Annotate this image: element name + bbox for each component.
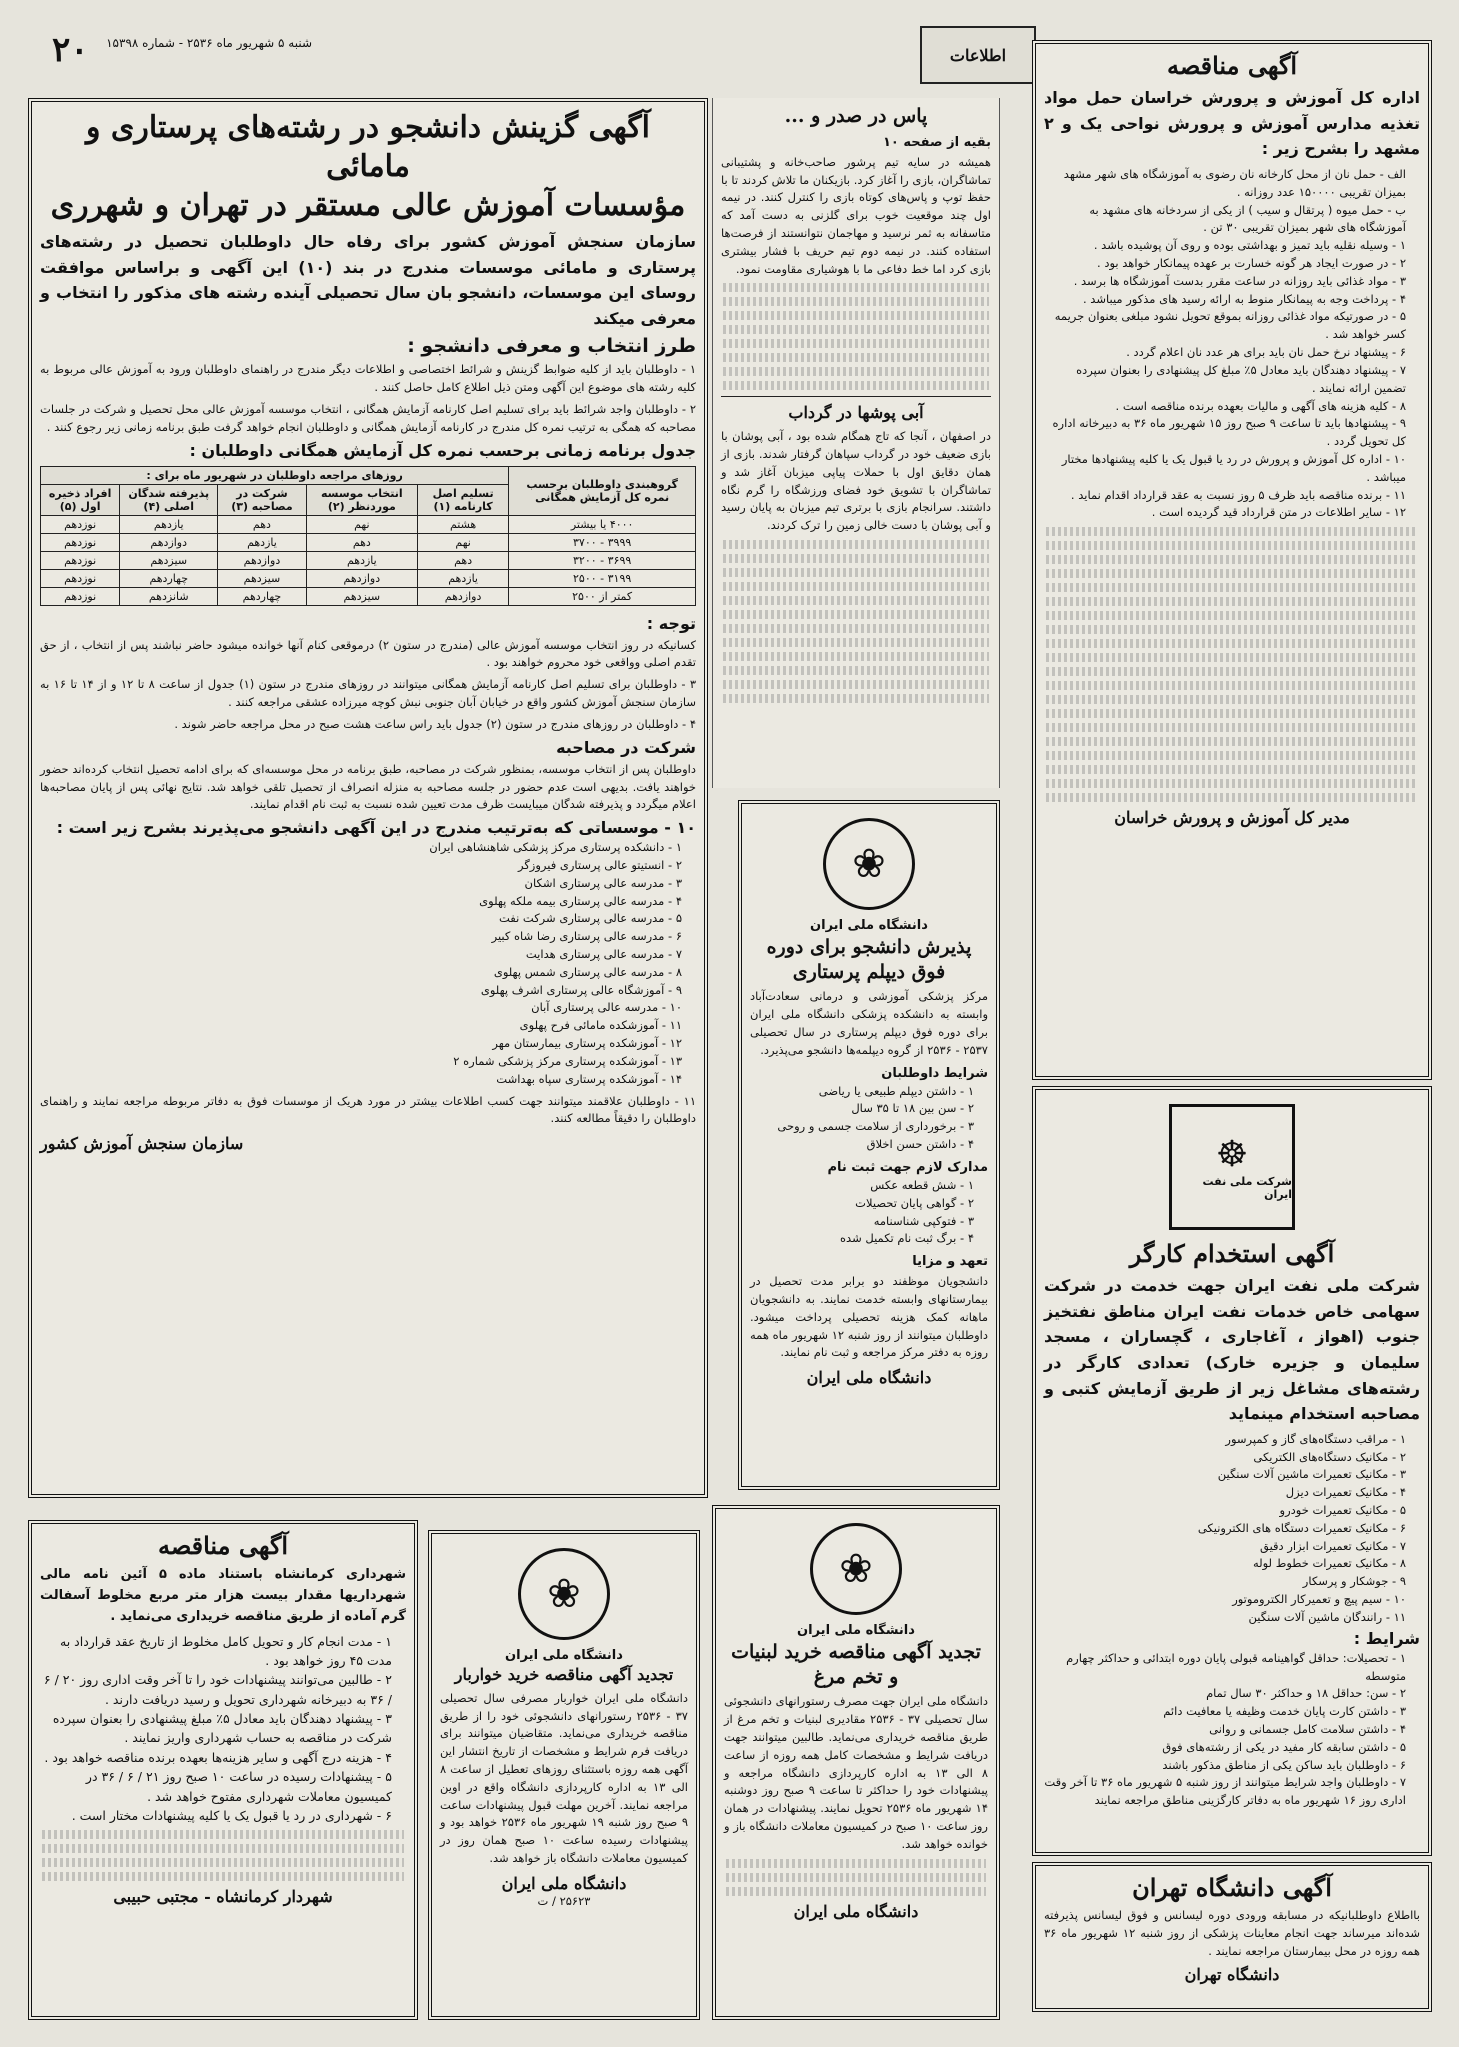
table-cell: یازدهم: [417, 569, 508, 587]
tender-bottom-signature: شهردار کرمانشاه - مجتبی حبیبی: [113, 1887, 333, 1907]
table-header: پذیرفته شدگان اصلی (۴): [120, 484, 218, 515]
table-cell: سیزدهم: [218, 569, 307, 587]
table-row: [41, 533, 696, 551]
note-item: کسانیکه در روز انتخاب موسسه آموزش عالی (مندرج در ستون ۲) درموقعی کنام آنها خوانده میشود حاضر نباشند پس از انتخاب ، از حق تقدم اصلی وواقعی خود محروم خواهند بود .: [40, 637, 696, 670]
postgrad-section-1: شرایط داوطلبان: [881, 1065, 988, 1081]
table-cell: نهم: [417, 533, 508, 551]
list-item: ۸ - کلیه هزینه های آگهی و مالیات بعهده برنده مناقصه است .: [1115, 398, 1406, 413]
tender-bottom-title: آگهی مناقصه: [157, 1531, 289, 1560]
list-item: ۵ - در صورتیکه مواد غذائی روزانه بموقع تحویل نشود مبلغی بعنوان جریمه کسر خواهد شد .: [1054, 309, 1406, 342]
postgrad-conditions: [750, 1083, 988, 1154]
list-item: ۶ - شهرداری در رد یا قبول یک یا کلیه پیشنهادات مختار است .: [71, 1807, 392, 1823]
university-logo-icon: ❀: [810, 1523, 902, 1615]
tehran-title: آگهی دانشگاه تهران: [1132, 1873, 1332, 1902]
page-header: [52, 30, 312, 78]
list-item: ۱ - دانشکده پرستاری مرکز پزشکی شاهنشاهی ایران: [429, 840, 682, 855]
oil-jobs-list: [1044, 1431, 1420, 1627]
masthead-logo: اطلاعات: [920, 26, 1036, 84]
sports-article: [712, 98, 1000, 788]
rule-1: ۱ - داوطلبان باید از کلیه ضوابط گزینش و شرائط اختصاصی و اطلاعات دیگر مندرج در راهنمای داوطلبان ورود به آموزش عالی مربوط به کلیه رشته های موضوع این آگهی ومتن ذیل اطلاع کامل حاصل کنند .: [40, 362, 696, 395]
list-item: ۷ - پیشنهاد دهندگان باید معادل ۵٪ مبلغ کل پیشنهادی را بعنوان سپرده تضمین ارائه نمایند .: [1076, 362, 1406, 395]
list-item: ۱۴ - آموزشکده پرستاری سپاه بهداشت: [496, 1071, 682, 1086]
note-item: ۴ - داوطلبان در روزهای مندرج در ستون (۲) جدول باید راس ساعت هشت صبح در محل مراجعه حاضر شوند .: [174, 716, 696, 731]
table-cell: دوازدهم: [120, 533, 218, 551]
list-item: ۲ - گواهی پایان تحصیلات: [855, 1195, 974, 1210]
postgrad-section-2: مدارک لازم جهت ثبت نام: [827, 1159, 988, 1175]
logo-caption: دانشگاه ملی ایران: [505, 1648, 623, 1663]
dairy-tender-body: دانشگاه ملی ایران جهت مصرف رستورانهای دانشجوئی سال تحصیلی ۳۷ - ۲۵۳۶ مقادیری لبنیات و تخم مرغ از طریق مناقصه خریداری می‌نماید. طالبین میتوانند جهت دریافت شرایط و مشخصات کامل همه روزه از ساعت ۸ الی ۱۳ به اداره کارپردازی دانشگاه مراجعه و پیشنهادات خود را حداکثر تا ساعت ۹ صبح روز دوشنبه ۱۴ شهریور ماه ۲۵۳۶ تحویل نمایند. پیشنهادات در همان روز ساعت ۱۰ صبح در کمیسیون معاملات دانشگاه باز و خوانده خواهد شد.: [724, 1694, 989, 1851]
list-item: ۱۲ - سایر اطلاعات در متن قرارداد قید گردیده است .: [1151, 505, 1406, 520]
khorasan-tender-ad: [1032, 40, 1432, 1080]
table-cell: هشتم: [417, 515, 508, 533]
tehran-body: بااطلاع داوطلبانیکه در مسابقه ورودی دوره لیسانس و فوق لیسانس پذیرفته شده‌اند میرساند جهت انجام معاینات پزشکی از روز شنبه ۱۲ شهریور ماه ۳۶ همه روزه در محل بیمارستان مراجعه نمایند .: [1044, 1908, 1420, 1958]
selection-section-title: طرز انتخاب و معرفی دانشجو :: [407, 335, 696, 358]
list-item: ۴ - برگ ثبت نام تکمیل شده: [840, 1231, 974, 1246]
postgrad-nursing-ad: [738, 800, 1000, 1490]
table-row: [41, 515, 696, 533]
list-item: ۱ - شش قطعه عکس: [870, 1177, 974, 1192]
table-row: [41, 551, 696, 569]
list-item: ۲ - سن: حداقل ۱۸ و حداکثر ۳۰ سال تمام: [1206, 1686, 1406, 1701]
list-item: ۱ - تحصیلات: حداقل گواهینامه قبولی پایان دوره ابتدائی و حداکثر چهارم متوسطه: [1066, 1650, 1406, 1683]
dairy-tender-signature: دانشگاه ملی ایران: [793, 1901, 919, 1921]
table-header: شرکت در مصاحبه (۳): [218, 484, 307, 515]
table-cell: ۳۹۹۹ - ۳۷۰۰: [509, 533, 696, 551]
table-row: [41, 569, 696, 587]
list-item: ۲ - در صورت ایجاد هر گونه خسارت بر عهده پیمانکار خواهد بود .: [1097, 256, 1406, 271]
postgrad-title: پذیرش دانشجو برای دوره فوق دیپلم پرستاری: [766, 936, 972, 983]
rule-2: ۲ - داوطلبان واجد شرائط باید برای تسلیم اصل کارنامه آزمایش همگانی ، انتخاب موسسه آموزش عالی محل تحصیل و شرکت در جلسات مصاحبه که همگی به ترتیب نمره کل مندرج در کارنامه آزمایش همگانی و داوطلبان انجام خواهد گرفت طبق برنامه زمانی زیر رجوع کنند .: [40, 402, 696, 434]
list-item: ۵ - داشتن سابقه کار مفید در یکی از رشته‌های فوق: [1162, 1739, 1406, 1754]
list-item: ۳ - برخورداری از سلامت جسمی و روحی: [777, 1119, 974, 1134]
date-line: شنبه ۵ شهریور ماه ۲۵۳۶ - شماره ۱۵۳۹۸: [106, 36, 312, 50]
list-item: ۱ - وسیله نقلیه باید تمیز و بهداشتی بوده و روی آن پوشیده باشد .: [1093, 238, 1406, 253]
list-item: ۱۳ - آموزشکده پرستاری مرکز پزشکی شماره ۲: [453, 1053, 682, 1068]
page-number: ۲۰: [52, 30, 89, 70]
oil-intro: شرکت ملی نفت ایران جهت خدمت در شرکت سهامی خاص خدمات نفت ایران مناطق نفتخیز جنوب (اهواز ، آغاجاری ، گچساران ، مسجد سلیمان و جزیره خارک) تعدادی کارگر در رشته‌های مشاغل زیر از طریق آزمایش کتبی و مصاحبه استخدام مینماید: [1044, 1276, 1420, 1424]
list-item: ۲ - انستیتو عالی پرستاری فیروزگر: [517, 857, 682, 872]
table-cell: چهاردهم: [218, 587, 307, 605]
list-item: ۶ - پیشنهاد نرخ حمل نان باید برای هر عدد نان اعلام گردد .: [1126, 345, 1406, 360]
tender-bottom-items: [40, 1632, 406, 1826]
nursing-admission-ad: [28, 98, 708, 1498]
list-item: ۱ - داشتن دیپلم طبیعی یا ریاضی: [818, 1083, 974, 1098]
list-item: ۴ - مکانیک تعمیرات دیزل: [1285, 1485, 1406, 1500]
table-header: تسلیم اصل کارنامه (۱): [417, 484, 508, 515]
table-header: گروهبندی داوطلبان برحسب نمره کل آزمایش همگانی: [509, 466, 696, 515]
table-cell: شانزدهم: [120, 587, 218, 605]
nursing-intro: سازمان سنجش آموزش کشور برای رفاه حال داوطلبان تحصیل در رشته‌های پرستاری و مامائی موسسات مندرج در بند (۱۰) این آگهی و براساس موافقت روسای این موسسات، دانشجو بان سال تحصیلی آینده رشته های مذکور را انتخاب و معرفی میکند: [40, 232, 697, 328]
table-cell: کمتر از ۲۵۰۰: [509, 587, 696, 605]
table-cell: دوازدهم: [417, 587, 508, 605]
food-tender-ad: [428, 1530, 700, 2020]
table-cell: نوزدهم: [41, 551, 120, 569]
oil-conditions-list: [1044, 1650, 1420, 1810]
list-item: ۲ - مکانیک دستگاه‌های الکتریکی: [1253, 1449, 1406, 1464]
food-tender-code: ۲۵۶۲۳ / ت: [537, 1893, 591, 1908]
list-item: ۱۲ - آموزشکده پرستاری بیمارستان مهر: [492, 1036, 682, 1051]
list-item: ۶ - داوطلبان باید ساکن یکی از مناطق مذکور باشند: [1162, 1757, 1406, 1772]
article-section-title: آبی پوشها در گرداب: [788, 403, 924, 423]
oil-conditions-title: شرایط :: [1353, 1628, 1420, 1648]
postgrad-intro: مرکز پزشکی آموزشی و درمانی سعادت‌آباد وابسته به دانشکده پزشکی دانشگاه ملی ایران برای دوره فوق دیپلم پرستاری در سال تحصیلی ۲۵۳۷ - ۲۵۳۶ از گروه دیپلمه‌ها دانشجو می‌پذیرد.: [750, 989, 988, 1057]
list-item: ۹ - آموزشگاه عالی پرستاری اشرف پهلوی: [480, 982, 682, 997]
tender-top-signature: مدیر کل آموزش و پرورش خراسان: [1114, 808, 1350, 828]
food-tender-title: تجدید آگهی مناقصه خرید خواربار: [454, 1665, 674, 1684]
table-cell: ۴۰۰۰ یا بیشتر: [509, 515, 696, 533]
list-item: ۳ - پیشنهاد دهندگان باید معادل ۵٪ مبلغ پیشنهادی را بعنوان سپرده شرکت در مناقصه به حساب شهرداری واریز نمایند .: [52, 1711, 392, 1746]
table-cell: دهم: [306, 533, 417, 551]
table-cell: یازدهم: [120, 515, 218, 533]
institutions-title: ۱۰ - موسساتی که به‌ترتیب مندرج در این آگهی دانشجو می‌پذیرند بشرح زیر است :: [56, 818, 696, 838]
tender-top-title: آگهی مناقصه: [1166, 51, 1298, 80]
list-item: ۱۰ - اداره کل آموزش و پرورش در رد یا قبول یک یا کلیه پیشنهادها مختار میباشد .: [1061, 451, 1406, 484]
food-tender-signature: دانشگاه ملی ایران: [501, 1873, 627, 1893]
list-item: ۸ - مکانیک تعمیرات خطوط لوله: [1252, 1556, 1406, 1571]
closing-note: ۱۱ - داوطلبان علاقمند میتوانند جهت کسب اطلاعات بیشتر در مورد هریک از موسسات فوق به دفاتر مربوطه مراجعه نمایند و راهنمای داوطلبان را دقیقاً مطالعه کنند.: [40, 1093, 696, 1126]
table-caption: روزهای مراجعه داوطلبان در شهریور ماه برای :: [41, 466, 509, 484]
list-item: ۲ - سن بین ۱۸ تا ۳۵ سال: [851, 1101, 974, 1116]
table-cell: یازدهم: [218, 533, 307, 551]
list-item: ۲ - طالبین می‌توانند پیشنهادات خود را تا آخر وقت اداری روز ۲۰ / ۶ / ۳۶ به دبیرخانه شهرداری تحویل و رسید دریافت دارند .: [43, 1672, 392, 1707]
postgrad-body: دانشجویان موظفند دو برابر مدت تحصیل در بیمارستانهای وابسته خدمت نمایند. به دانشجویان ماهانه کمک هزینه تحصیلی پرداخت میشود. داوطلبان میتوانند از روز شنبه ۱۲ شهریور ماه همه روزه به دفتر مرکز مراجعه و ثبت نام نمایند.: [750, 1274, 988, 1360]
oil-logo-caption: شرکت ملی نفت ایران: [1202, 1174, 1292, 1201]
list-item: ۱۱ - برنده مناقصه باید ظرف ۵ روز نسبت به عقد قرارداد اقدام نماید .: [1070, 487, 1406, 502]
table-cell: یازدهم: [306, 551, 417, 569]
list-item: ۷ - مکانیک تعمیرات ابزار دقیق: [1260, 1538, 1406, 1553]
oil-title: آگهی استخدام کارگر: [1129, 1239, 1335, 1268]
tender-bottom-intro: شهرداری کرمانشاه باستناد ماده ۵ آئین نامه مالی شهرداریها مقدار بیست هزار متر مربع مخلوط آسفالت گرم آماده از طریق مناقصه خریداری می‌نماید .: [40, 1567, 406, 1624]
article-section-body: در اصفهان ، آنجا که تاج همگام شده بود ، آبی پوشان با بازی ضعیف خود در گرداب سپاهان گرفتار شدند. بازی از همان دقایق اول با حملات پیاپی میزبان آغاز شد و تماشاگران با تشویق خود فضای ورزشگاه را گرم نگاه داشتند. سرانجام بازی با برتری تیم میزبان به پایان رسید و آبی پوشان با دست خالی زمین را ترک کردند.: [721, 429, 991, 533]
interview-text: داوطلبان پس از انتخاب موسسه، بمنظور شرکت در مصاحبه، طبق برنامه در محل موسسه‌ای که برای ادامه تحصیل انتخاب کرده‌اند حضور خواهند یافت. بدیهی است عدم حضور در جلسه مصاحبه به منزله انصراف از تحصیل تلقی خواهد شد. نتایج نهائی پس از پایان مصاحبه‌ها اعلام میگردد و پذیرفته شدگان میبایست ظرف مدت تعیین شده نسبت به ثبت نام اقدام نمایند.: [40, 761, 696, 812]
list-item: ۳ - مکانیک تعمیرات ماشین آلات سنگین: [1217, 1467, 1406, 1482]
table-cell: نوزدهم: [41, 569, 120, 587]
list-item: ۹ - جوشکار و پرسکار: [1302, 1574, 1406, 1589]
oil-company-logo-icon: ☸ شرکت ملی نفت ایران: [1169, 1104, 1295, 1230]
table-cell: سیزدهم: [120, 551, 218, 569]
list-item: ۳ - مواد غذائی باید روزانه در ساعت مقرر بدست آموزشگاه ها برسد .: [1073, 273, 1406, 288]
university-logo-icon: ❀: [823, 818, 915, 910]
list-item: ۱۰ - مدرسه عالی پرستاری آبان: [531, 1000, 682, 1015]
table-cell: نهم: [306, 515, 417, 533]
list-item: ۸ - مدرسه عالی پرستاری شمس پهلوی: [493, 964, 682, 979]
table-row: [41, 587, 696, 605]
tender-top-items: [1044, 166, 1420, 522]
table-header: انتخاب موسسه موردنظر (۲): [306, 484, 417, 515]
kermanshah-tender-ad: [28, 1520, 418, 2020]
list-item: ۱ - مراقب دستگاه‌های گاز و کمپرسور: [1225, 1431, 1406, 1446]
postgrad-section-3: تعهد و مزایا: [912, 1254, 988, 1270]
nursing-title-1: آگهی گزینش دانشجو در رشته‌های پرستاری و مامائی: [85, 110, 650, 184]
logo-caption: دانشگاه ملی ایران: [797, 1623, 915, 1638]
list-item: ۷ - داوطلبان واجد شرایط میتوانند از روز شنبه ۵ شهریور ماه ۳۶ تا آخر وقت اداری روز ۱۶ شهریور ماه به دفاتر کارگزینی مناطق مراجعه نمایند: [1044, 1775, 1406, 1808]
university-logo-icon: ❀: [518, 1548, 610, 1640]
list-item: ۴ - مدرسه عالی پرستاری بیمه ملکه پهلوی: [479, 893, 682, 908]
note-item: ۳ - داوطلبان برای تسلیم اصل کارنامه آزمایش همگانی میتوانند در روزهای مندرج در ستون (۱) جدول از ساعت ۸ تا ۱۲ و از ۱۴ تا ۱۶ به سازمان سنجش آموزش کشور واقع در خیابان آبان جنوبی نبش کوچه میرزاده عشقی مراجعه کنند .: [40, 677, 697, 710]
tehran-signature: دانشگاه تهران: [1184, 1964, 1280, 1984]
food-tender-body: دانشگاه ملی ایران خواربار مصرفی سال تحصیلی ۳۷ - ۲۵۳۶ رستورانهای دانشجوئی خود را از طریق مناقصه خریداری می‌نماید. متقاضیان میتوانند برای دریافت فرم شرایط و مشخصات از تاریخ انتشار این آگهی همه روزه باستثنای روزهای تعطیل از ساعت ۸ الی ۱۳ به اداره کارپردازی دانشگاه واقع در اوین مراجعه نمایند. آخرین مهلت قبول پیشنهادات ساعت ۹ صبح روز شنبه ۱۹ شهریور ماه ۲۵۳۶ خواهد بود و پیشنهادات رسیده ساعت ۱۰ صبح همان روز در کمیسیون معاملات دانشگاه باز خواهد شد.: [440, 1690, 688, 1866]
table-cell: نوزدهم: [41, 587, 120, 605]
nursing-signature: سازمان سنجش آموزش کشور: [40, 1134, 244, 1154]
list-item: ب - حمل میوه ( پرتقال و سیب ) از یکی از سردخانه های مشهد به آموزشگاه های شهر بمیزان تقریبی ۳۰ تن .: [1089, 202, 1406, 235]
nursing-title-2: مؤسسات آموزش عالی مستقر در تهران و شهرری: [50, 188, 686, 223]
list-item: ۶ - مکانیک تعمیرات دستگاه های الکترونیکی: [1197, 1520, 1406, 1535]
table-title: جدول برنامه زمانی برحسب نمره کل آزمایش همگانی داوطلبان :: [189, 440, 696, 460]
list-item: ۴ - داشتن حسن اخلاق: [866, 1137, 974, 1152]
tender-top-intro: اداره کل آموزش و پرورش خراسان حمل مواد تغذیه مدارس آموزش و پرورش نواحی یک و ۲ مشهد را بشرح زیر :: [1044, 88, 1420, 159]
table-cell: دوازدهم: [218, 551, 307, 569]
dairy-tender-ad: [712, 1505, 1000, 2020]
list-item: ۳ - داشتن کارت پایان خدمت وظیفه یا معافیت دائم: [1163, 1704, 1406, 1719]
notes-title: توجه :: [646, 613, 696, 633]
institutions-list: [40, 839, 696, 1088]
table-cell: ۳۶۹۹ - ۳۲۰۰: [509, 551, 696, 569]
list-item: ۳ - مدرسه عالی پرستاری اشکان: [524, 875, 682, 890]
table-cell: نوزدهم: [41, 515, 120, 533]
list-item: ۴ - هزینه درج آگهی و سایر هزینه‌ها بعهده برنده مناقصه خواهد بود .: [44, 1749, 392, 1765]
table-cell: نوزدهم: [41, 533, 120, 551]
postgrad-documents: [750, 1177, 988, 1248]
list-item: ۴ - داشتن سلامت کامل جسمانی و روانی: [1209, 1721, 1406, 1736]
table-cell: دوازدهم: [306, 569, 417, 587]
article-subtitle: بقیه از صفحه ۱۰: [883, 134, 991, 150]
table-header: افراد ذخیره اول (۵): [41, 484, 120, 515]
list-item: الف - حمل نان از محل کارخانه نان رضوی به آموزشگاه های شهر مشهد بمیزان تقریبی ۱۵۰۰۰۰ عدد روزانه .: [1063, 166, 1406, 199]
table-cell: دهم: [218, 515, 307, 533]
list-item: ۱ - مدت انجام کار و تحویل کامل مخلوط از تاریخ عقد قرارداد به مدت ۴۵ روز خواهد بود .: [60, 1633, 392, 1668]
table-cell: چهاردهم: [120, 569, 218, 587]
table-cell: دهم: [417, 551, 508, 569]
list-item: ۶ - مدرسه عالی پرستاری رضا شاه کبیر: [491, 929, 682, 944]
list-item: ۳ - فتوکپی شناسنامه: [873, 1213, 974, 1228]
article-title: پاس در صدر و ...: [784, 105, 928, 127]
table-cell: ۳۱۹۹ - ۲۵۰۰: [509, 569, 696, 587]
oil-employment-ad: [1032, 1086, 1432, 1856]
list-item: ۴ - پرداخت وجه به پیمانکار منوط به ارائه رسید های مذکور میباشد .: [1083, 291, 1406, 306]
logo-caption: دانشگاه ملی ایران: [810, 918, 928, 933]
postgrad-signature: دانشگاه ملی ایران: [806, 1368, 932, 1388]
list-item: ۹ - پیشنهادها باید تا ساعت ۹ صبح روز ۱۵ شهریور ماه ۳۶ به دبیرخانه اداره کل تحویل گردد .: [1052, 416, 1406, 449]
list-item: ۱۱ - آموزشکده مامائی فرح پهلوی: [519, 1018, 682, 1033]
list-item: ۵ - مکانیک تعمیرات خودرو: [1279, 1503, 1406, 1517]
list-item: ۵ - پیشنهادات رسیده در ساعت ۱۰ صبح روز ۲۱ / ۶ / ۳۶ در کمیسیون معاملات شهرداری مفتوح خواهد شد .: [85, 1769, 392, 1804]
article-body: همیشه در سایه تیم پرشور صاحب‌خانه و پشتیبانی تماشاگران، بازی را آغاز کرد. بازیکنان ما تلاش کردند تا با حفظ توپ و پاس‌های کوتاه بازی را کنترل کنند. در نیمه اول چند موقعیت خوب برای گلزنی به دست آمد که متاسفانه به ثمر نرسید و مهاجمان نتوانستند از فرصت‌ها استفاده کنند. در نیمه دوم تیم حریف با فشار بیشتری بازی کرد اما خط دفاعی ما با هوشیاری مقاومت نمود.: [721, 154, 991, 276]
interview-title: شرکت در مصاحبه: [556, 737, 696, 757]
list-item: ۱۱ - رانندگان ماشین آلات سنگین: [1248, 1609, 1406, 1624]
list-item: ۷ - مدرسه عالی پرستاری هدایت: [525, 947, 682, 961]
schedule-table: [40, 466, 696, 606]
list-item: ۵ - مدرسه عالی پرستاری شرکت نفت: [498, 911, 682, 926]
list-item: ۱۰ - سیم پیچ و تعمیرکار الکتروموتور: [1232, 1592, 1406, 1607]
table-cell: سیزدهم: [306, 587, 417, 605]
dairy-tender-title: تجدید آگهی مناقصه خرید لبنیات و تخم مرغ: [731, 1641, 981, 1688]
tehran-university-ad: [1032, 1862, 1432, 2012]
